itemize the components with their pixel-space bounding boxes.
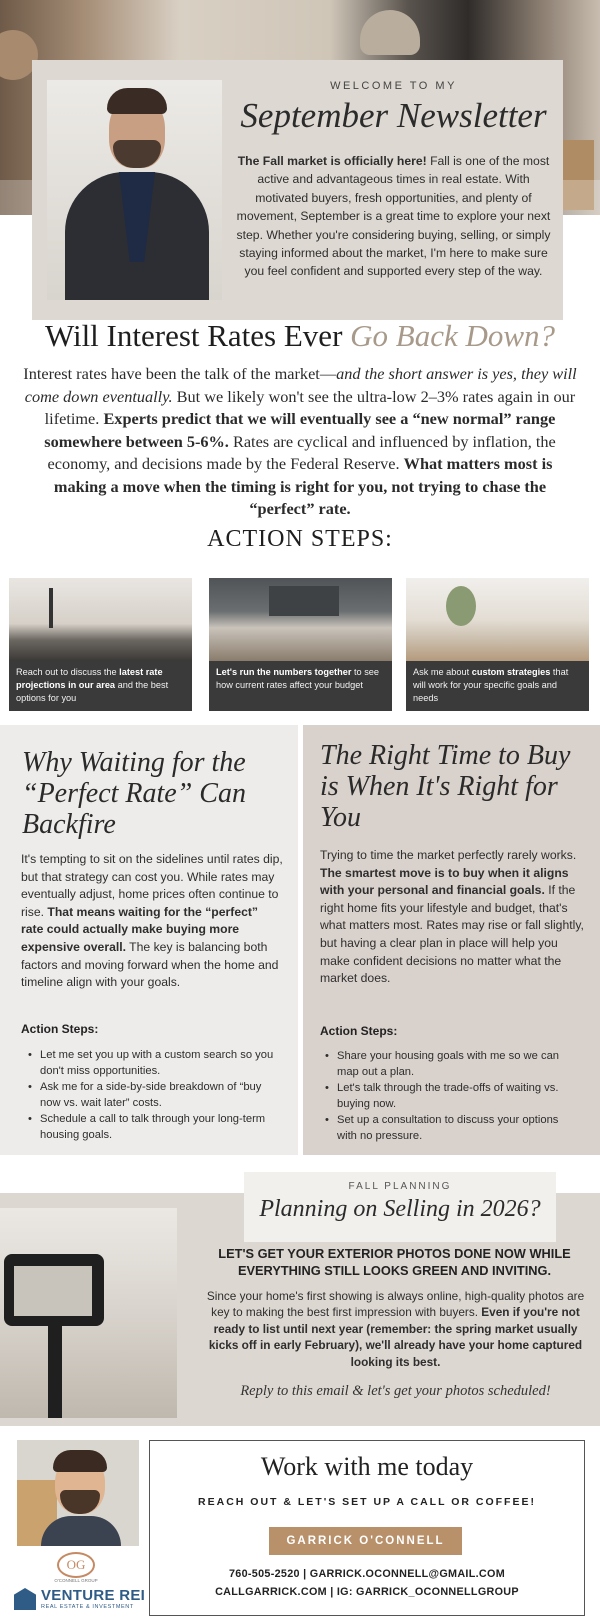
action-steps-list: [325, 1048, 580, 1144]
og-logo-icon: OG: [57, 1552, 95, 1578]
newsletter-title: September Newsletter: [240, 96, 547, 135]
brand-name: VENTURE REI: [41, 1587, 146, 1604]
hero-section: [0, 0, 600, 330]
action-steps-heading: ACTION STEPS:: [207, 526, 393, 552]
decor-vase: [360, 10, 420, 55]
rates-paragraph: Interest rates have been the talk of the market—and the short answer is yes, they will come down eventually. But we likely won't see the ultra-low 2–3% rates again in our lifetime. Experts predict that we will eventually see a “new normal” range somewhere between 5-6%. Rates are cyclical and influenced by inflation, the economy, and decisions made by the Federal Reserve. What matters most is making a move when the timing is right for you, not trying to chase the “perfect” rate.: [23, 364, 577, 518]
tile-caption: Reach out to discuss the latest rate projections in our area and the best options for you: [9, 661, 192, 711]
action-tile-custom-strategies: [406, 578, 589, 711]
list-item: • Share your housing goals with me so we can map out a plan.: [325, 1048, 580, 1080]
column-body: Trying to time the market perfectly rarely works. The smartest move is to buy when it aligns with your personal and financial goals. If the right home fits your lifestyle and budget, that's what matters most. Rates may rise or fall slightly, but having a clear plan in place will help you make confident decisions no matter what the market does.: [320, 848, 584, 986]
fall-kicker: FALL PLANNING: [348, 1181, 452, 1192]
action-tile-rate-projections: [9, 578, 192, 711]
camera-photo: [0, 1208, 177, 1418]
action-steps-label: Action Steps:: [21, 1022, 99, 1036]
venture-rei-logo-icon: [14, 1588, 36, 1610]
rates-heading: Will Interest Rates Ever Go Back Down?: [44, 318, 556, 353]
waiting-backfire-column: [0, 725, 298, 1155]
tile-caption: Let's run the numbers together to see how current rates affect your budget: [209, 661, 392, 711]
column-title: Why Waiting for the “Perfect Rate” Can Backfire: [22, 747, 246, 840]
list-item: • Let's talk through the trade-offs of waiting vs. buying now.: [325, 1080, 580, 1112]
agent-portrait-photo: [47, 80, 222, 300]
column-title: The Right Time to Buy is When It's Right for You: [320, 740, 571, 833]
agent-cartoon-avatar: [17, 1440, 139, 1546]
tile-caption: Ask me about custom strategies that will work for your specific goals and needs: [406, 661, 589, 711]
action-tile-run-numbers: [209, 578, 392, 711]
kitchen-photo: [209, 578, 392, 661]
cta-subtitle: REACH OUT & LET'S SET UP A CALL OR COFFEE!: [198, 1496, 536, 1508]
right-time-column: [303, 725, 600, 1155]
fall-body: Since your home's first showing is always online, high-quality photos are key to making the best first impression with buyers. Even if you're not ready to list until next year (remember: the spring market usually kicks off in early February), we'll already have your home captured looking its best.: [206, 1289, 585, 1369]
og-logo-caption: O'CONNELL GROUP: [54, 1578, 98, 1583]
fall-title: Planning on Selling in 2026?: [259, 1196, 541, 1222]
kitchen-photo: [9, 578, 192, 661]
website-instagram-line[interactable]: CALLGARRICK.COM | IG: GARRICK_OCONNELLGROUP: [215, 1586, 519, 1598]
brand-tagline: REAL ESTATE & INVESTMENT: [41, 1604, 134, 1610]
intro-paragraph: The Fall market is officially here! Fall is one of the most active and advantageous times in real estate. With motivated buyers, fresh opportunities, and plenty of movement, September is a great time to explore your next step. Whether you're considering buying, selling, or simply staying informed about the market, I'm here to make sure you feel confident and supported every step of the way.: [236, 154, 551, 279]
welcome-kicker: WELCOME TO MY: [330, 80, 457, 92]
list-item: • Ask me for a side-by-side breakdown of “buy now vs. wait later” costs.: [28, 1079, 278, 1111]
list-item: • Let me set you up with a custom search so you don't miss opportunities.: [28, 1047, 278, 1079]
list-item: • Schedule a call to talk through your long-term housing goals.: [28, 1111, 278, 1143]
kitchen-photo: [406, 578, 589, 661]
column-body: It's tempting to sit on the sidelines until rates dip, but that strategy can cost you. While rates may eventually adjust, home prices often continue to rise. That means waiting for the “perfect” rate could actually make buying more expensive overall. The key is balancing both factors and moving forward when the home and timeline align with your goals.: [21, 852, 283, 990]
agent-name-button[interactable]: GARRICK O'CONNELL: [269, 1527, 462, 1555]
cta-title: Work with me today: [260, 1452, 474, 1481]
fall-headline: LET'S GET YOUR EXTERIOR PHOTOS DONE NOW WHILE EVERYTHING STILL LOOKS GREEN AND INVITING.: [218, 1246, 571, 1278]
phone-email-line[interactable]: 760-505-2520 | GARRICK.OCONNELL@GMAIL.COM: [228, 1568, 506, 1580]
action-steps-label: Action Steps:: [320, 1024, 398, 1038]
list-item: • Set up a consultation to discuss your options with no pressure.: [325, 1112, 580, 1144]
fall-reply-text: Reply to this email & let's get your photos scheduled!: [240, 1383, 551, 1399]
action-steps-list: [28, 1047, 278, 1143]
